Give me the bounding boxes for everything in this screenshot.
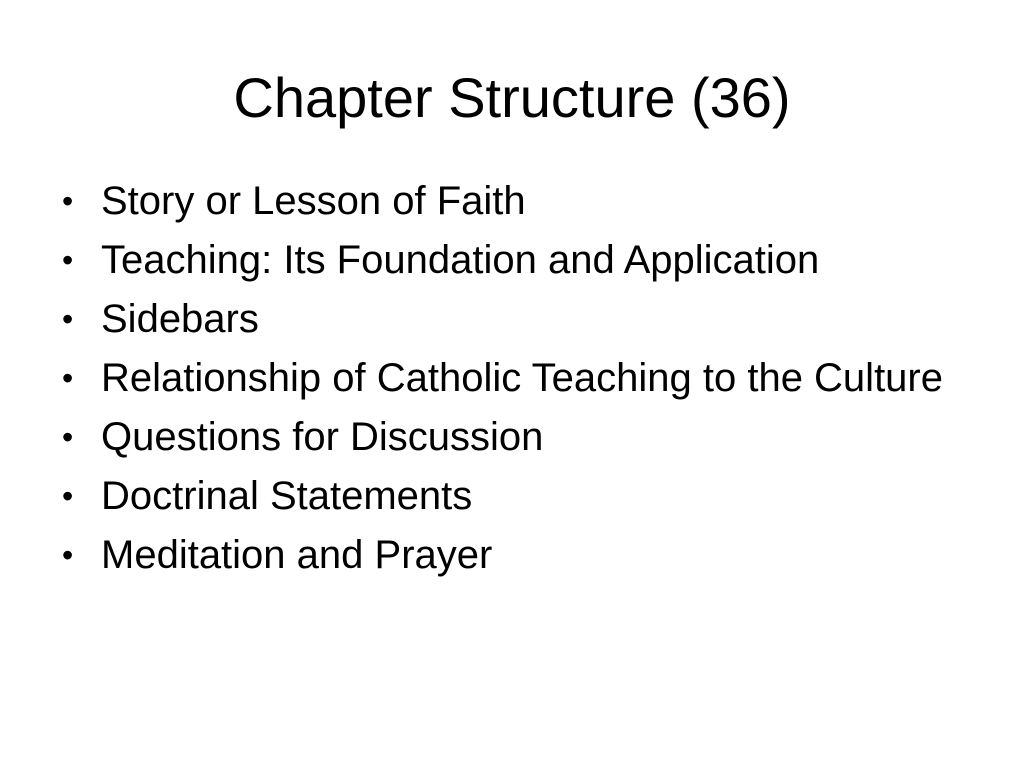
- bullet-dot-icon: •: [62, 537, 74, 573]
- slide-title: Chapter Structure (36): [233, 66, 791, 129]
- bullet-text: Sidebars: [101, 297, 259, 341]
- bullet-dot-icon: •: [62, 419, 74, 455]
- bullet-item-relationship: [56, 355, 956, 401]
- bullet-item-sidebars: [56, 296, 956, 342]
- bullet-item-doctrinal: [56, 473, 956, 519]
- bullet-list: [56, 178, 956, 591]
- bullet-text: Story or Lesson of Faith: [101, 179, 526, 223]
- bullet-text: Questions for Discussion: [101, 415, 544, 459]
- bullet-item-questions: [56, 414, 956, 460]
- bullet-dot-icon: •: [62, 478, 74, 514]
- bullet-dot-icon: •: [62, 301, 74, 337]
- bullet-text: Relationship of Catholic Teaching to the Culture: [101, 356, 943, 400]
- bullet-dot-icon: •: [62, 183, 74, 219]
- bullet-dot-icon: •: [62, 242, 74, 278]
- bullet-item-story: [56, 178, 956, 224]
- bullet-item-meditation: [56, 532, 956, 578]
- bullet-item-teaching: [56, 237, 956, 283]
- bullet-dot-icon: •: [62, 360, 74, 396]
- bullet-text: Doctrinal Statements: [101, 474, 473, 518]
- bullet-text: Teaching: Its Foundation and Application: [101, 238, 820, 282]
- bullet-text: Meditation and Prayer: [101, 533, 493, 577]
